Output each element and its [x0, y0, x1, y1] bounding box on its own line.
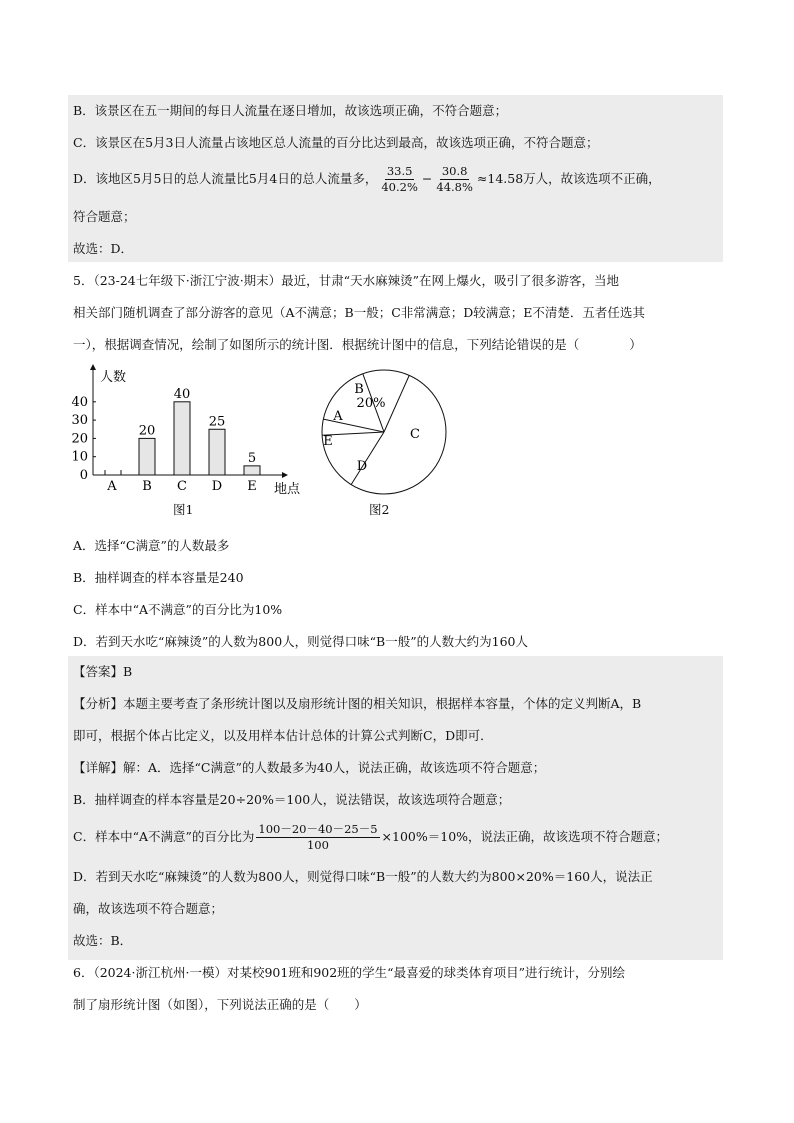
- bar: [174, 402, 190, 475]
- x-tick-label: D: [211, 479, 223, 494]
- y-axis-arrow: [90, 364, 96, 370]
- bar: [139, 438, 155, 475]
- q5-analysis-2: 即可，根据个体占比定义，以及用样本估计总体的计算公式判断C，D即可．: [73, 728, 493, 743]
- q5-option-c: C．样本中“A不满意”的百分比为10%: [73, 602, 283, 617]
- q5-detail-3: [73, 820, 668, 854]
- q5-option-d: D．若到天水吃“麻辣烫”的人数为800人，则觉得口味“B一般”的人数大约为160人: [73, 634, 528, 649]
- y-tick-label: 10: [71, 449, 88, 465]
- pie-slice-label-e: E: [323, 434, 333, 449]
- pie-slice-label-b: B: [354, 382, 364, 397]
- q5-detail-3-result: ×100%＝10%，说法正确，故该选项不符合题意；: [381, 829, 669, 844]
- q5-detail-1: 【详解】解：A．选择“C满意”的人数最多为40人，说法正确，故该选项不符合题意；: [73, 760, 546, 775]
- fraction-2: $\frac{30.8}{44.8\%}$: [436, 164, 473, 194]
- x-tick-label: A: [107, 479, 117, 494]
- x-tick-label: C: [177, 479, 187, 494]
- y-axis-label: 人数: [100, 370, 127, 385]
- bar-data-label: 5: [247, 450, 257, 466]
- prev-option-d-result: ≈14.58万人，故该选项不正确，: [476, 171, 661, 186]
- bar-data-label: 25: [208, 414, 226, 430]
- figure-2-caption: 图2: [369, 502, 390, 517]
- fraction-3: $\frac{100-20-40-25-5}{100}$: [258, 822, 378, 852]
- prev-option-b: B．该景区在五一期间的每日人流量在逐日增加，故该选项正确，不符合题意；: [73, 103, 508, 118]
- bar-data-label: 20: [138, 423, 156, 439]
- q5-line-3: 一），根据调查情况，绘制了如图所示的统计图．根据统计图中的信息，下列结论错误的是（ ）: [73, 337, 642, 352]
- pie-slice-label-c: C: [410, 427, 420, 442]
- pie-slice-percent: 20%: [356, 396, 386, 411]
- fraction-1: $\frac{33.5}{40.2\%}$: [381, 164, 418, 194]
- prev-option-c: C．该景区在5月3日人流量占该地区总人流量的百分比达到最高，故该选项正确，不符合题意；: [73, 135, 599, 150]
- q5-detail-4: D．若到天水吃“麻辣烫”的人数为800人，则觉得口味“B一般”的人数大约为800×20%＝160人，说法正: [73, 869, 653, 884]
- y-tick-label: 20: [71, 431, 88, 447]
- q5-answer: 【答案】B: [73, 664, 133, 679]
- q5-option-a: A．选择“C满意”的人数最多: [73, 538, 230, 553]
- bar: [244, 466, 260, 475]
- minus-sign: −: [421, 171, 433, 186]
- y-tick-label: 0: [79, 468, 88, 483]
- prev-option-d-cont: 符合题意；: [73, 209, 136, 224]
- q5-analysis-1: 【分析】本题主要考查了条形统计图以及扇形统计图的相关知识，根据样本容量，个体的定义判断A，B: [73, 696, 642, 711]
- q5-detail-5: 确，故该选项不符合题意；: [73, 901, 224, 916]
- pie-chart: [312, 362, 462, 502]
- bar: [209, 429, 225, 475]
- q6-line-1: 6．（2024·浙江杭州·一模）对某校901班和902班的学生“最喜爱的球类体育项目”进行统计，分别绘: [73, 965, 625, 980]
- x-axis-arrow: [282, 472, 288, 478]
- q6-line-2: 制了扇形统计图（如图），下列说法正确的是（ ）: [73, 997, 367, 1012]
- q5-detail-3-text: C．样本中“A不满意”的百分比为: [73, 829, 255, 844]
- figure-1-caption: 图1: [173, 502, 194, 517]
- prev-choose: 故选：D．: [73, 241, 134, 256]
- prev-option-d-text: D．该地区5月5日的总人流量比5月4日的总人流量多，: [73, 171, 378, 186]
- x-tick-label: E: [247, 479, 257, 494]
- x-axis-label: 地点: [274, 482, 301, 497]
- prev-option-d: [73, 164, 661, 195]
- y-tick-label: 30: [71, 413, 88, 429]
- q5-choose: 故选：B．: [73, 933, 133, 948]
- pie-slice-boundary: [384, 375, 409, 432]
- q5-option-b: B．抽样调查的样本容量是240: [73, 570, 244, 585]
- bar-data-label: 40: [173, 386, 191, 402]
- q5-line-1: 5．（23-24七年级下·浙江宁波·期末）最近，甘肃“天水麻辣烫”在网上爆火，吸引了很多游客，当地: [73, 273, 619, 288]
- q5-line-2: 相关部门随机调查了部分游客的意见（A不满意；B一般；C非常满意；D较满意；E不清楚．五者任选其: [73, 305, 645, 320]
- y-tick-label: 40: [71, 394, 88, 410]
- q5-detail-2: B．抽样调查的样本容量是20÷20%＝100人，说法错误，故该选项符合题意；: [73, 792, 511, 807]
- pie-slice-label-a: A: [333, 409, 343, 424]
- pie-slice-label-d: D: [356, 459, 368, 474]
- bar-chart: [60, 362, 310, 522]
- x-tick-label: B: [142, 479, 152, 494]
